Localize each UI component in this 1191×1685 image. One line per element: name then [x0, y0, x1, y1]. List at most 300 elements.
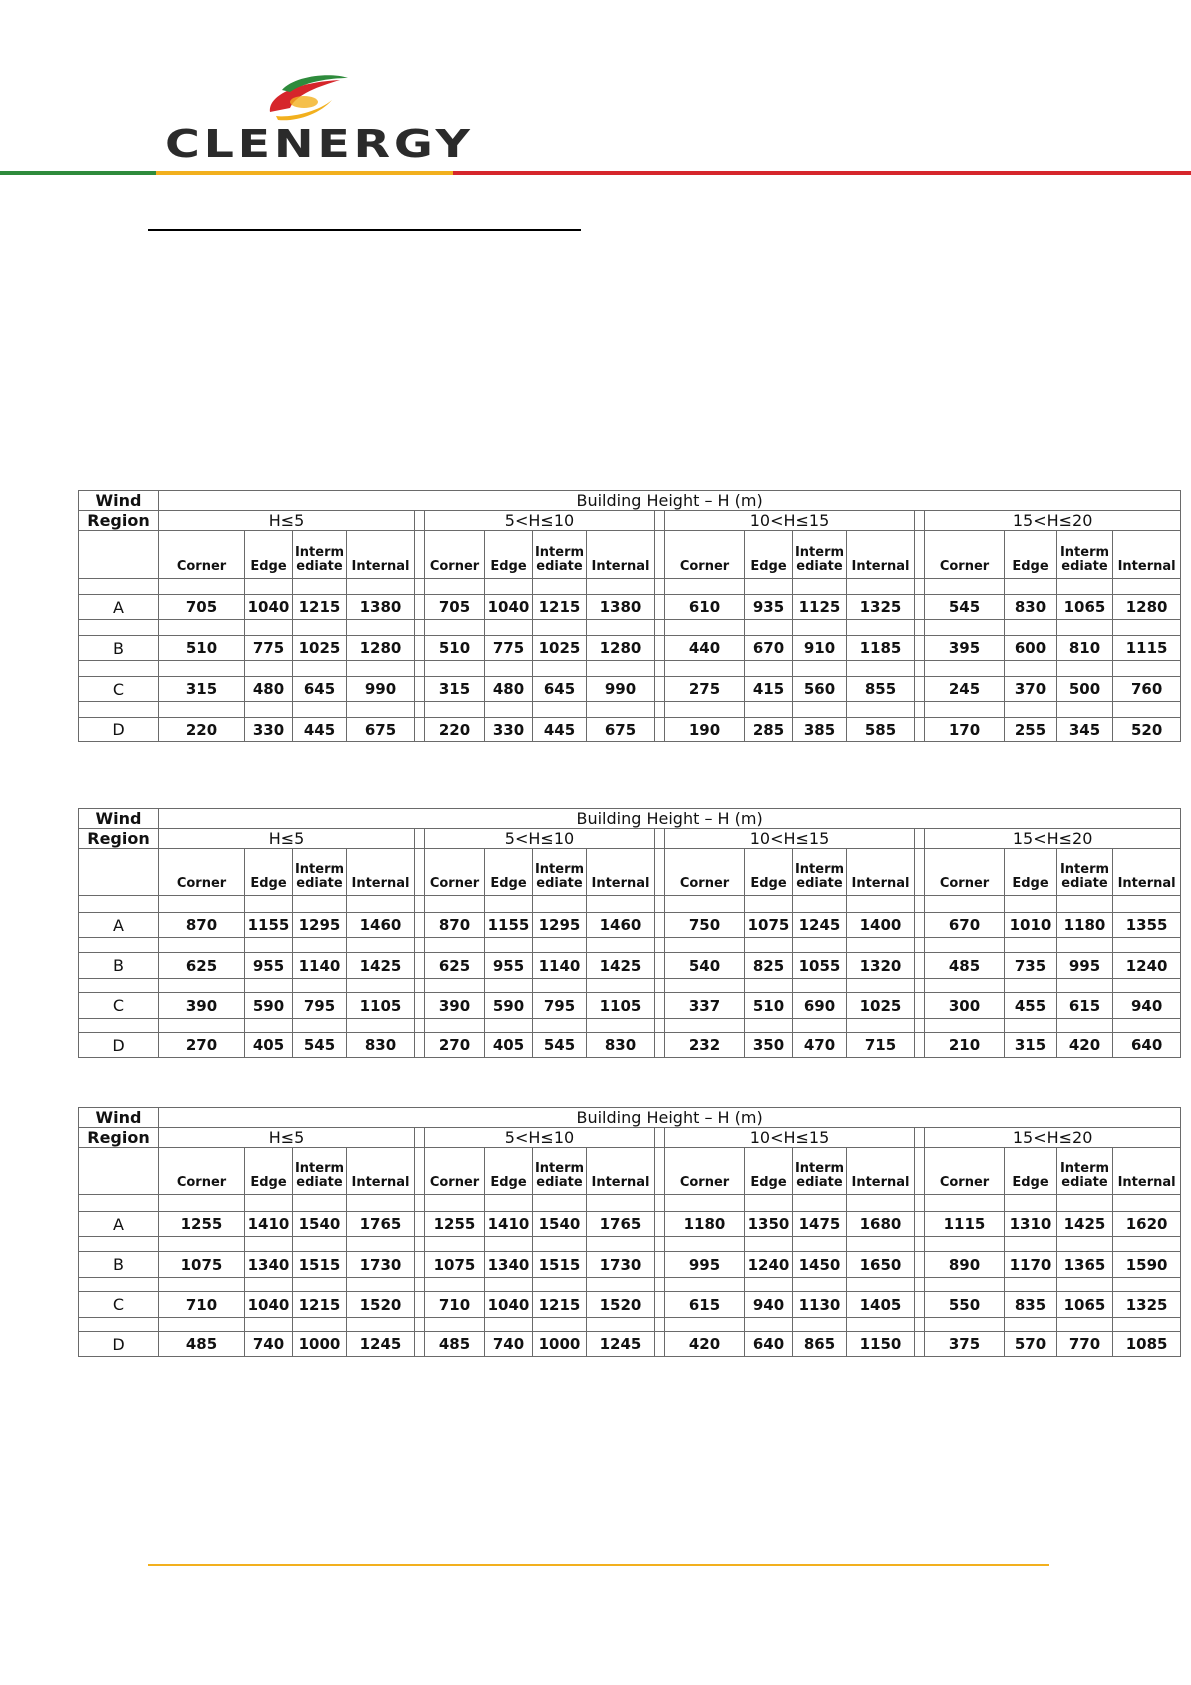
column-header-edge: Edge — [745, 531, 793, 579]
value-cell: 1730 — [347, 1252, 415, 1278]
group-separator — [415, 620, 425, 636]
height-range-header: 10<H≤15 — [665, 1128, 915, 1148]
value-cell: 670 — [745, 636, 793, 661]
value-cell: 1380 — [347, 595, 415, 620]
spacer-cell — [347, 1237, 415, 1252]
value-cell: 1010 — [1005, 913, 1057, 938]
value-cell: 870 — [159, 913, 245, 938]
column-header-internal: Internal — [1113, 849, 1181, 896]
spacer-cell — [425, 1195, 485, 1212]
spacer-cell — [925, 620, 1005, 636]
column-header-intermediate: Interm ediate — [293, 531, 347, 579]
value-cell: 1765 — [587, 1212, 655, 1237]
spacer-cell — [745, 938, 793, 953]
group-separator — [655, 511, 665, 531]
group-separator — [655, 636, 665, 661]
value-cell: 1150 — [847, 1332, 915, 1357]
spacer-cell — [159, 702, 245, 718]
spacer-cell — [485, 1195, 533, 1212]
height-range-header: 10<H≤15 — [665, 511, 915, 531]
value-cell: 455 — [1005, 993, 1057, 1019]
spacer-cell — [347, 938, 415, 953]
spacer-cell — [425, 661, 485, 677]
footer-rule — [148, 1564, 1049, 1566]
spacer-cell — [533, 579, 587, 595]
value-cell: 445 — [533, 718, 587, 742]
value-cell: 1730 — [587, 1252, 655, 1278]
value-cell: 440 — [665, 636, 745, 661]
spacer-cell — [79, 702, 159, 718]
value-cell: 690 — [793, 993, 847, 1019]
spacer-cell — [245, 579, 293, 595]
wind-region-cell: B — [79, 1252, 159, 1278]
value-cell: 705 — [159, 595, 245, 620]
column-header-edge: Edge — [485, 849, 533, 896]
spacer-cell — [793, 979, 847, 993]
group-separator — [655, 829, 665, 849]
column-header-intermediate: Interm ediate — [793, 531, 847, 579]
value-cell: 1425 — [587, 953, 655, 979]
value-cell: 830 — [587, 1033, 655, 1058]
value-cell: 670 — [925, 913, 1005, 938]
column-header-corner: Corner — [425, 1148, 485, 1195]
group-separator — [915, 896, 925, 913]
region-label: Region — [79, 511, 159, 531]
value-cell: 300 — [925, 993, 1005, 1019]
value-cell: 955 — [245, 953, 293, 979]
spacer-cell — [425, 620, 485, 636]
spacer-cell — [79, 620, 159, 636]
value-cell: 255 — [1005, 718, 1057, 742]
group-separator — [915, 1128, 925, 1148]
value-cell: 285 — [745, 718, 793, 742]
spacer-cell — [1113, 1019, 1181, 1033]
spacer-cell — [245, 1019, 293, 1033]
group-separator — [915, 993, 925, 1019]
spacer-cell — [665, 938, 745, 953]
value-cell: 1620 — [1113, 1212, 1181, 1237]
group-separator — [415, 579, 425, 595]
spacer-cell — [745, 620, 793, 636]
value-cell: 1540 — [293, 1212, 347, 1237]
column-header-internal: Internal — [1113, 531, 1181, 579]
group-separator — [915, 829, 925, 849]
group-separator — [655, 1019, 665, 1033]
spacer-cell — [793, 1278, 847, 1292]
header-rule-red — [453, 171, 1191, 175]
value-cell: 350 — [745, 1033, 793, 1058]
spacer-cell — [485, 1318, 533, 1332]
column-header-intermediate: Interm ediate — [793, 1148, 847, 1195]
spacer-cell — [1005, 1195, 1057, 1212]
group-separator — [655, 661, 665, 677]
group-separator — [655, 718, 665, 742]
value-cell: 330 — [245, 718, 293, 742]
column-header-edge: Edge — [1005, 849, 1057, 896]
value-cell: 510 — [159, 636, 245, 661]
spacer-cell — [293, 938, 347, 953]
spacer-cell — [587, 979, 655, 993]
column-header-intermediate: Interm ediate — [533, 531, 587, 579]
spacer-cell — [665, 1019, 745, 1033]
spacer-cell — [485, 702, 533, 718]
value-cell: 1765 — [347, 1212, 415, 1237]
column-header-intermediate: Interm ediate — [1057, 1148, 1113, 1195]
spacer-cell — [793, 938, 847, 953]
value-cell: 1365 — [1057, 1252, 1113, 1278]
value-cell: 545 — [925, 595, 1005, 620]
spacer-cell — [665, 1278, 745, 1292]
spacer-cell — [1057, 938, 1113, 953]
value-cell: 270 — [425, 1033, 485, 1058]
group-separator — [415, 661, 425, 677]
brand-wordmark: CLENERGY — [165, 122, 474, 166]
spacer-cell — [745, 1318, 793, 1332]
group-separator — [415, 677, 425, 702]
spacer-cell — [793, 620, 847, 636]
spacer-cell — [485, 896, 533, 913]
group-separator — [915, 620, 925, 636]
spacer-cell — [1057, 579, 1113, 595]
value-cell: 315 — [159, 677, 245, 702]
spacer-cell — [159, 938, 245, 953]
wind-region-cell: C — [79, 1292, 159, 1318]
value-cell: 1240 — [1113, 953, 1181, 979]
spacer-cell — [745, 579, 793, 595]
value-cell: 1405 — [847, 1292, 915, 1318]
value-cell: 1105 — [587, 993, 655, 1019]
logo-swoosh-icon — [260, 72, 350, 124]
wind-region-cell: C — [79, 677, 159, 702]
value-cell: 330 — [485, 718, 533, 742]
spacer-cell — [793, 1237, 847, 1252]
spacer-cell — [533, 979, 587, 993]
value-cell: 735 — [1005, 953, 1057, 979]
value-cell: 1215 — [533, 595, 587, 620]
spacer-cell — [533, 1237, 587, 1252]
column-header-intermediate: Interm ediate — [1057, 531, 1113, 579]
spacer-cell — [159, 620, 245, 636]
group-separator — [415, 829, 425, 849]
spacer-cell — [847, 661, 915, 677]
group-separator — [655, 1128, 665, 1148]
group-separator — [655, 896, 665, 913]
spacer-cell — [79, 938, 159, 953]
value-cell: 675 — [347, 718, 415, 742]
spacer-cell — [1057, 1278, 1113, 1292]
value-cell: 590 — [485, 993, 533, 1019]
value-cell: 337 — [665, 993, 745, 1019]
value-cell: 170 — [925, 718, 1005, 742]
spacer-cell — [587, 579, 655, 595]
value-cell: 1295 — [293, 913, 347, 938]
group-separator — [915, 1212, 925, 1237]
value-cell: 590 — [245, 993, 293, 1019]
spacer-cell — [293, 979, 347, 993]
value-cell: 210 — [925, 1033, 1005, 1058]
value-cell: 1450 — [793, 1252, 847, 1278]
value-cell: 270 — [159, 1033, 245, 1058]
group-separator — [915, 849, 925, 896]
spacer-cell — [665, 896, 745, 913]
spacer-cell — [1113, 979, 1181, 993]
spacer-cell — [79, 661, 159, 677]
value-cell: 550 — [925, 1292, 1005, 1318]
wind-region-cell: A — [79, 595, 159, 620]
spacer-cell — [665, 1237, 745, 1252]
spacer-cell — [245, 1195, 293, 1212]
value-cell: 1380 — [587, 595, 655, 620]
value-cell: 995 — [665, 1252, 745, 1278]
spacer-cell — [847, 1237, 915, 1252]
value-cell: 1280 — [587, 636, 655, 661]
spacer-cell — [485, 1237, 533, 1252]
spacer-cell — [1005, 1019, 1057, 1033]
value-cell: 715 — [847, 1033, 915, 1058]
value-cell: 830 — [347, 1033, 415, 1058]
spacer-cell — [925, 661, 1005, 677]
spacer-cell — [533, 896, 587, 913]
spacer-cell — [159, 579, 245, 595]
height-range-header: 15<H≤20 — [925, 1128, 1181, 1148]
wind-region-cell: B — [79, 953, 159, 979]
spacer-cell — [245, 938, 293, 953]
group-separator — [915, 913, 925, 938]
group-separator — [915, 938, 925, 953]
spacer-cell — [1057, 1019, 1113, 1033]
value-cell: 370 — [1005, 677, 1057, 702]
spacer-cell — [847, 579, 915, 595]
column-header-internal: Internal — [847, 849, 915, 896]
spacer-cell — [533, 1019, 587, 1033]
group-separator — [415, 1019, 425, 1033]
wind-region-cell: D — [79, 1332, 159, 1357]
value-cell: 1340 — [485, 1252, 533, 1278]
spacer-cell — [245, 661, 293, 677]
column-header-internal: Internal — [587, 1148, 655, 1195]
column-header-corner: Corner — [425, 531, 485, 579]
spacer-cell — [347, 896, 415, 913]
value-cell: 1400 — [847, 913, 915, 938]
value-cell: 940 — [1113, 993, 1181, 1019]
value-cell: 1515 — [293, 1252, 347, 1278]
value-cell: 645 — [293, 677, 347, 702]
value-cell: 245 — [925, 677, 1005, 702]
spacer-cell — [665, 1318, 745, 1332]
spacer-cell — [793, 1019, 847, 1033]
spacer-cell — [485, 979, 533, 993]
value-cell: 315 — [425, 677, 485, 702]
wind-label: Wind — [79, 809, 159, 829]
value-cell: 795 — [533, 993, 587, 1019]
spacer-cell — [533, 1318, 587, 1332]
value-cell: 420 — [1057, 1033, 1113, 1058]
column-header-edge: Edge — [245, 531, 293, 579]
value-cell: 610 — [665, 595, 745, 620]
spacer-cell — [847, 620, 915, 636]
region-label: Region — [79, 829, 159, 849]
spacer-cell — [1005, 896, 1057, 913]
value-cell: 1340 — [245, 1252, 293, 1278]
group-separator — [655, 1212, 665, 1237]
wind-region-cell: D — [79, 1033, 159, 1058]
group-separator — [415, 993, 425, 1019]
spacer-cell — [533, 1195, 587, 1212]
value-cell: 1215 — [293, 595, 347, 620]
height-range-header: 10<H≤15 — [665, 829, 915, 849]
group-separator — [655, 953, 665, 979]
spacer-cell — [847, 896, 915, 913]
spacer-cell — [293, 1237, 347, 1252]
spacer-cell — [425, 979, 485, 993]
value-cell: 1460 — [347, 913, 415, 938]
value-cell: 990 — [587, 677, 655, 702]
value-cell: 1255 — [159, 1212, 245, 1237]
value-cell: 1425 — [347, 953, 415, 979]
spacer-cell — [745, 702, 793, 718]
value-cell: 1410 — [245, 1212, 293, 1237]
column-header-internal: Internal — [347, 531, 415, 579]
spacer-cell — [587, 661, 655, 677]
spacer-cell — [745, 1195, 793, 1212]
value-cell: 220 — [159, 718, 245, 742]
spacer-cell — [847, 979, 915, 993]
column-header-intermediate: Interm ediate — [533, 1148, 587, 1195]
spacer-cell — [485, 1278, 533, 1292]
spacer-cell — [665, 979, 745, 993]
spacer-cell — [293, 1318, 347, 1332]
value-cell: 1255 — [425, 1212, 485, 1237]
group-separator — [915, 579, 925, 595]
group-separator — [655, 595, 665, 620]
group-separator — [915, 636, 925, 661]
spacer-cell — [587, 1019, 655, 1033]
spacer-cell — [745, 896, 793, 913]
spacer-cell — [425, 702, 485, 718]
value-cell: 870 — [425, 913, 485, 938]
value-cell: 1325 — [847, 595, 915, 620]
value-cell: 705 — [425, 595, 485, 620]
spacer-cell — [533, 1278, 587, 1292]
group-separator — [915, 511, 925, 531]
spacer-cell — [1005, 1278, 1057, 1292]
spacer-cell — [533, 938, 587, 953]
column-header-internal: Internal — [587, 849, 655, 896]
value-cell: 1520 — [347, 1292, 415, 1318]
spacer-cell — [745, 979, 793, 993]
value-cell: 740 — [485, 1332, 533, 1357]
value-cell: 1410 — [485, 1212, 533, 1237]
spacer-cell — [245, 896, 293, 913]
spacer-cell — [1005, 661, 1057, 677]
spacer-cell — [159, 896, 245, 913]
spacer-cell — [533, 702, 587, 718]
building-height-header: Building Height – H (m) — [159, 1108, 1181, 1128]
spacer-cell — [1005, 579, 1057, 595]
value-cell: 940 — [745, 1292, 793, 1318]
value-cell: 865 — [793, 1332, 847, 1357]
column-header-internal: Internal — [347, 849, 415, 896]
value-cell: 1475 — [793, 1212, 847, 1237]
spacer-cell — [79, 579, 159, 595]
wind-label: Wind — [79, 1108, 159, 1128]
spacer-cell — [793, 1195, 847, 1212]
column-header-edge: Edge — [745, 849, 793, 896]
value-cell: 710 — [159, 1292, 245, 1318]
spacer-cell — [1005, 938, 1057, 953]
spacer-cell — [293, 896, 347, 913]
column-header-edge: Edge — [1005, 531, 1057, 579]
spacer-cell — [293, 1019, 347, 1033]
spacer-cell — [425, 579, 485, 595]
column-header-corner: Corner — [925, 1148, 1005, 1195]
column-header-corner: Corner — [159, 1148, 245, 1195]
spacer-cell — [245, 1237, 293, 1252]
spacer-cell — [425, 896, 485, 913]
value-cell: 1245 — [347, 1332, 415, 1357]
value-cell: 345 — [1057, 718, 1113, 742]
spacer-cell — [1057, 620, 1113, 636]
group-separator — [415, 531, 425, 579]
group-separator — [915, 661, 925, 677]
value-cell: 645 — [533, 677, 587, 702]
value-cell: 1025 — [293, 636, 347, 661]
value-cell: 1105 — [347, 993, 415, 1019]
value-cell: 420 — [665, 1332, 745, 1357]
value-cell: 520 — [1113, 718, 1181, 742]
value-cell: 770 — [1057, 1332, 1113, 1357]
value-cell: 500 — [1057, 677, 1113, 702]
value-cell: 220 — [425, 718, 485, 742]
spacer-cell — [847, 1318, 915, 1332]
value-cell: 1180 — [665, 1212, 745, 1237]
spacer-cell — [79, 896, 159, 913]
spacer-cell — [347, 579, 415, 595]
value-cell: 480 — [485, 677, 533, 702]
value-cell: 1280 — [1113, 595, 1181, 620]
spacer-cell — [293, 620, 347, 636]
value-cell: 600 — [1005, 636, 1057, 661]
spacer-cell — [1113, 1278, 1181, 1292]
column-header-edge: Edge — [245, 849, 293, 896]
group-separator — [415, 1332, 425, 1357]
value-cell: 375 — [925, 1332, 1005, 1357]
value-cell: 1680 — [847, 1212, 915, 1237]
value-cell: 955 — [485, 953, 533, 979]
spacer-cell — [793, 661, 847, 677]
spacer-cell — [587, 1237, 655, 1252]
region-blank — [79, 531, 159, 579]
spacer-cell — [745, 1278, 793, 1292]
spacer-cell — [79, 1195, 159, 1212]
value-cell: 1280 — [347, 636, 415, 661]
spacer-cell — [159, 1278, 245, 1292]
value-cell: 390 — [159, 993, 245, 1019]
value-cell: 760 — [1113, 677, 1181, 702]
value-cell: 855 — [847, 677, 915, 702]
height-range-header: H≤5 — [159, 1128, 415, 1148]
column-header-corner: Corner — [665, 531, 745, 579]
spacer-cell — [925, 938, 1005, 953]
spacer-cell — [79, 1278, 159, 1292]
group-separator — [915, 1318, 925, 1332]
value-cell: 1520 — [587, 1292, 655, 1318]
group-separator — [655, 677, 665, 702]
spacer-cell — [485, 1019, 533, 1033]
spacer-cell — [159, 661, 245, 677]
spacer-cell — [293, 661, 347, 677]
spacer-cell — [925, 1237, 1005, 1252]
